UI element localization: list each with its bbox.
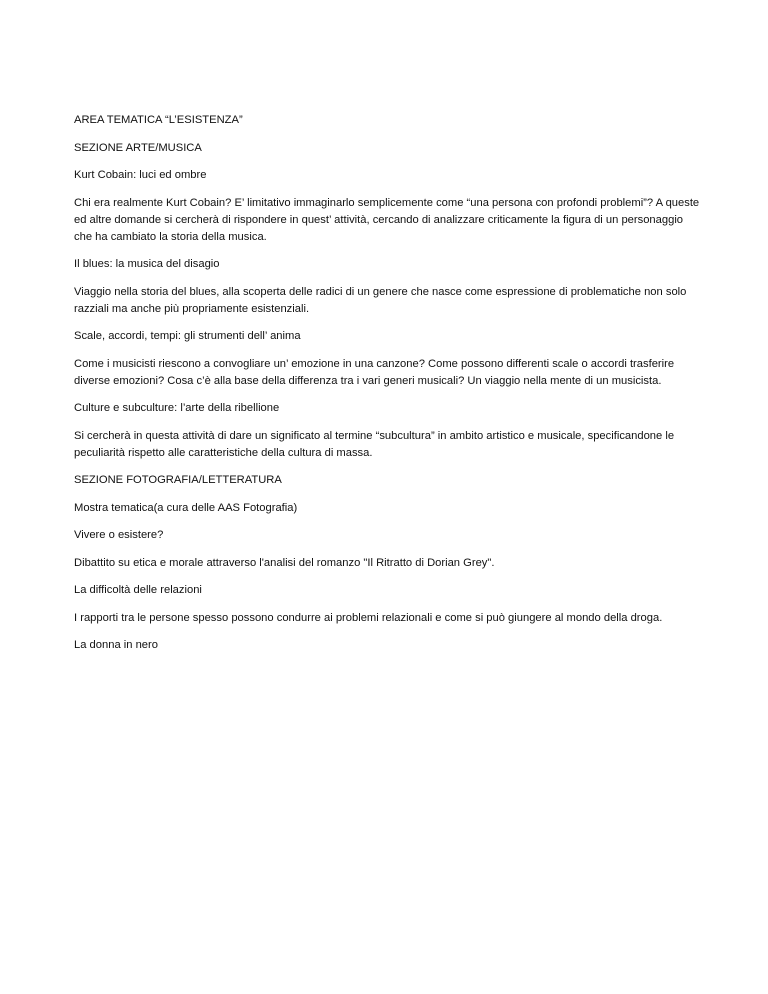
topic-title-donna-in-nero: La donna in nero: [74, 639, 158, 651]
area-heading: AREA TEMATICA “L’ESISTENZA”: [74, 114, 243, 126]
document-body: [74, 112, 704, 665]
topic-title-scale-accordi: Scale, accordi, tempi: gli strumenti dell’ anima: [74, 330, 301, 342]
section-heading-fotografia-letteratura: SEZIONE FOTOGRAFIA/LETTERATURA: [74, 474, 282, 486]
topic-title-culture-subculture: Culture e subculture: l’arte della ribellione: [74, 402, 280, 414]
topic-title-vivere-esistere: Vivere o esistere?: [74, 529, 164, 541]
topic-description-difficolta-relazioni: I rapporti tra le persone spesso possono condurre ai problemi relazionali e come si può giungere al mondo della droga.: [74, 611, 663, 624]
topic-title-difficolta-relazioni: La difficoltà delle relazioni: [74, 584, 202, 596]
topic-title-blues: Il blues: la musica del disagio: [74, 258, 220, 270]
topic-description-scale-accordi: Come i musicisti riescono a convogliare un’ emozione in una canzone? Come possono differenti scale o accordi trasferire diverse emozioni? Cosa c’è alla base della differenza tra i vari generi musicali? Un viaggio nella mente di un musicista.: [74, 357, 675, 387]
topic-title-kurt-cobain: Kurt Cobain: luci ed ombre: [74, 169, 207, 181]
topic-description-vivere-esistere: Dibattito su etica e morale attraverso l'analisi del romanzo "Il Ritratto di Dorian Grey".: [74, 556, 495, 569]
topic-description-blues: Viaggio nella storia del blues, alla scoperta delle radici di un genere che nasce come espressione di problematiche non solo razziali ma anche più propriamente esistenziali.: [74, 285, 687, 315]
topic-description-kurt-cobain: Chi era realmente Kurt Cobain? E’ limitativo immaginarlo semplicemente come “una persona con profondi problemi”? A queste ed altre domande si cercherà di rispondere in quest’ attività, cercando di analizzare criticamente la figura di un personaggio che ha cambiato la storia della musica.: [74, 196, 700, 243]
topic-description-culture-subculture: Si cercherà in questa attività di dare un significato al termine “subcultura” in ambito artistico e musicale, specificandone le peculiarità rispetto alle caratteristiche della cultura di massa.: [74, 429, 675, 459]
topic-title-mostra-tematica: Mostra tematica(a cura delle AAS Fotografia): [74, 501, 298, 514]
section-heading-arte-musica: SEZIONE ARTE/MUSICA: [74, 141, 202, 154]
